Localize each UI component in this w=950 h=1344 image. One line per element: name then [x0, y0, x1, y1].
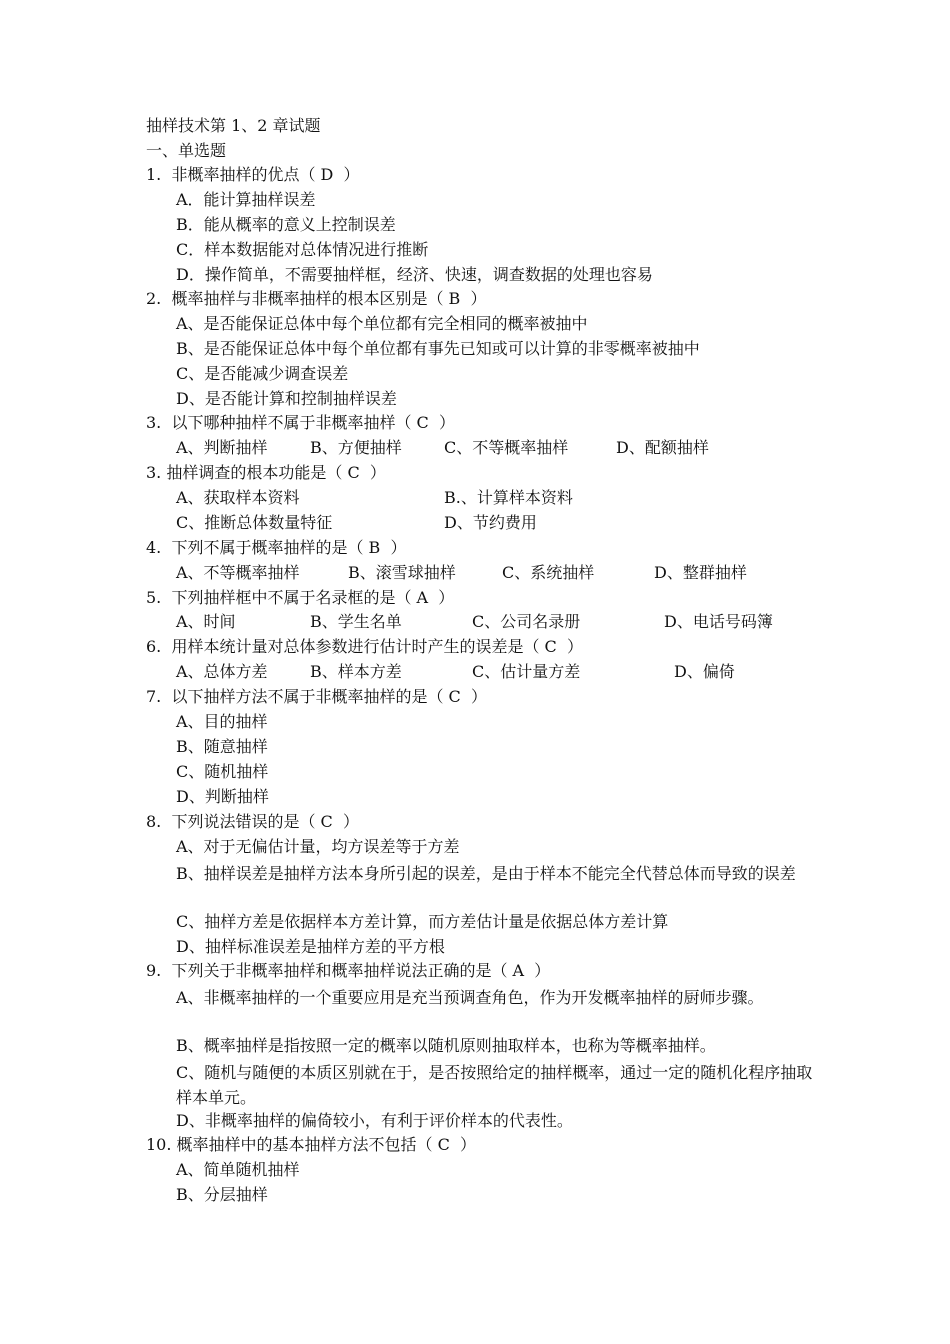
question-option: D、非概率抽样的偏倚较小，有利于评价样本的代表性。 — [176, 1111, 573, 1130]
question-option: B、方便抽样 — [310, 438, 402, 457]
question-option: B、分层抽样 — [176, 1185, 268, 1204]
question-option: D、节约费用 — [444, 513, 537, 532]
question-option: A、总体方差 — [176, 662, 268, 681]
question-option: D、是否能计算和控制抽样误差 — [176, 389, 397, 408]
question-option: B、是否能保证总体中每个单位都有事先已知或可以计算的非零概率被抽中 — [176, 339, 700, 358]
question-option: C、估计量方差 — [472, 662, 581, 681]
question-option: D、电话号码簿 — [664, 612, 773, 631]
question-stem: 6. 用样本统计量对总体参数进行估计时产生的误差是（ C ） — [146, 637, 583, 656]
question-option: A．能计算抽样误差 — [176, 190, 316, 209]
question-option: C、随机抽样 — [176, 762, 269, 781]
question-stem: 2. 概率抽样与非概率抽样的根本区别是（ B ） — [146, 289, 487, 308]
question-option: D、抽样标准误差是抽样方差的平方根 — [176, 937, 445, 956]
question-option: D、判断抽样 — [176, 787, 269, 806]
question-option: B、滚雪球抽样 — [348, 563, 456, 582]
question-option: A、非概率抽样的一个重要应用是充当预调查角色，作为开发概率抽样的厨师步骤。 — [176, 988, 764, 1007]
question-option: C、推断总体数量特征 — [176, 513, 333, 532]
question-option: B、随意抽样 — [176, 737, 268, 756]
question-option: C、随机与随便的本质区别就在于，是否按照给定的抽样概率，通过一定的随机化程序抽取样本单元。 — [176, 1063, 813, 1107]
section-heading: 一、单选题 — [146, 141, 227, 160]
question-stem: 9. 下列关于非概率抽样和概率抽样说法正确的是（ A ） — [146, 961, 551, 980]
question-option: B、学生名单 — [310, 612, 402, 631]
question-option: C、抽样方差是依据样本方差计算，而方差估计量是依据总体方差计算 — [176, 912, 669, 931]
question-option: C、是否能减少调查误差 — [176, 364, 349, 383]
question-option: A、对于无偏估计量，均方误差等于方差 — [176, 837, 460, 856]
question-stem: 7. 以下抽样方法不属于非概率抽样的是（ C ） — [146, 687, 487, 706]
question-option: A、目的抽样 — [176, 712, 268, 731]
document-title: 抽样技术第 1、2 章试题 — [146, 116, 321, 135]
question-option: A、是否能保证总体中每个单位都有完全相同的概率被抽中 — [176, 314, 588, 333]
question-option: A、简单随机抽样 — [176, 1160, 300, 1179]
question-option: D．操作简单，不需要抽样框，经济、快速，调查数据的处理也容易 — [176, 265, 653, 284]
question-option: C．样本数据能对总体情况进行推断 — [176, 240, 429, 259]
question-stem: 8. 下列说法错误的是（ C ） — [146, 812, 359, 831]
question-stem: 4. 下列不属于概率抽样的是（ B ） — [146, 538, 407, 557]
question-option: B、抽样误差是抽样方法本身所引起的误差，是由于样本不能完全代替总体而导致的误差 — [176, 864, 796, 883]
question-option: A、不等概率抽样 — [176, 563, 300, 582]
question-option: D、整群抽样 — [654, 563, 747, 582]
question-option: B.、计算样本资料 — [444, 488, 573, 507]
question-stem: 5. 下列抽样框中不属于名录框的是（ A ） — [146, 588, 455, 607]
question-stem: 10. 概率抽样中的基本抽样方法不包括（ C ） — [146, 1135, 477, 1154]
question-option: D、配额抽样 — [616, 438, 709, 457]
question-option: B．能从概率的意义上控制误差 — [176, 215, 396, 234]
question-option: B、概率抽样是指按照一定的概率以随机原则抽取样本，也称为等概率抽样。 — [176, 1036, 716, 1055]
question-option: D、偏倚 — [674, 662, 735, 681]
question-option: C、系统抽样 — [502, 563, 595, 582]
question-stem: 1. 非概率抽样的优点（ D ） — [146, 165, 360, 184]
question-option: B、样本方差 — [310, 662, 402, 681]
question-option: A、判断抽样 — [176, 438, 268, 457]
question-stem: 3. 抽样调查的根本功能是（ C ） — [146, 463, 386, 482]
question-option: A、获取样本资料 — [176, 488, 300, 507]
question-option: C、不等概率抽样 — [444, 438, 569, 457]
question-option: A、时间 — [176, 612, 236, 631]
question-option: C、公司名录册 — [472, 612, 581, 631]
question-stem: 3. 以下哪种抽样不属于非概率抽样（ C ） — [146, 413, 455, 432]
